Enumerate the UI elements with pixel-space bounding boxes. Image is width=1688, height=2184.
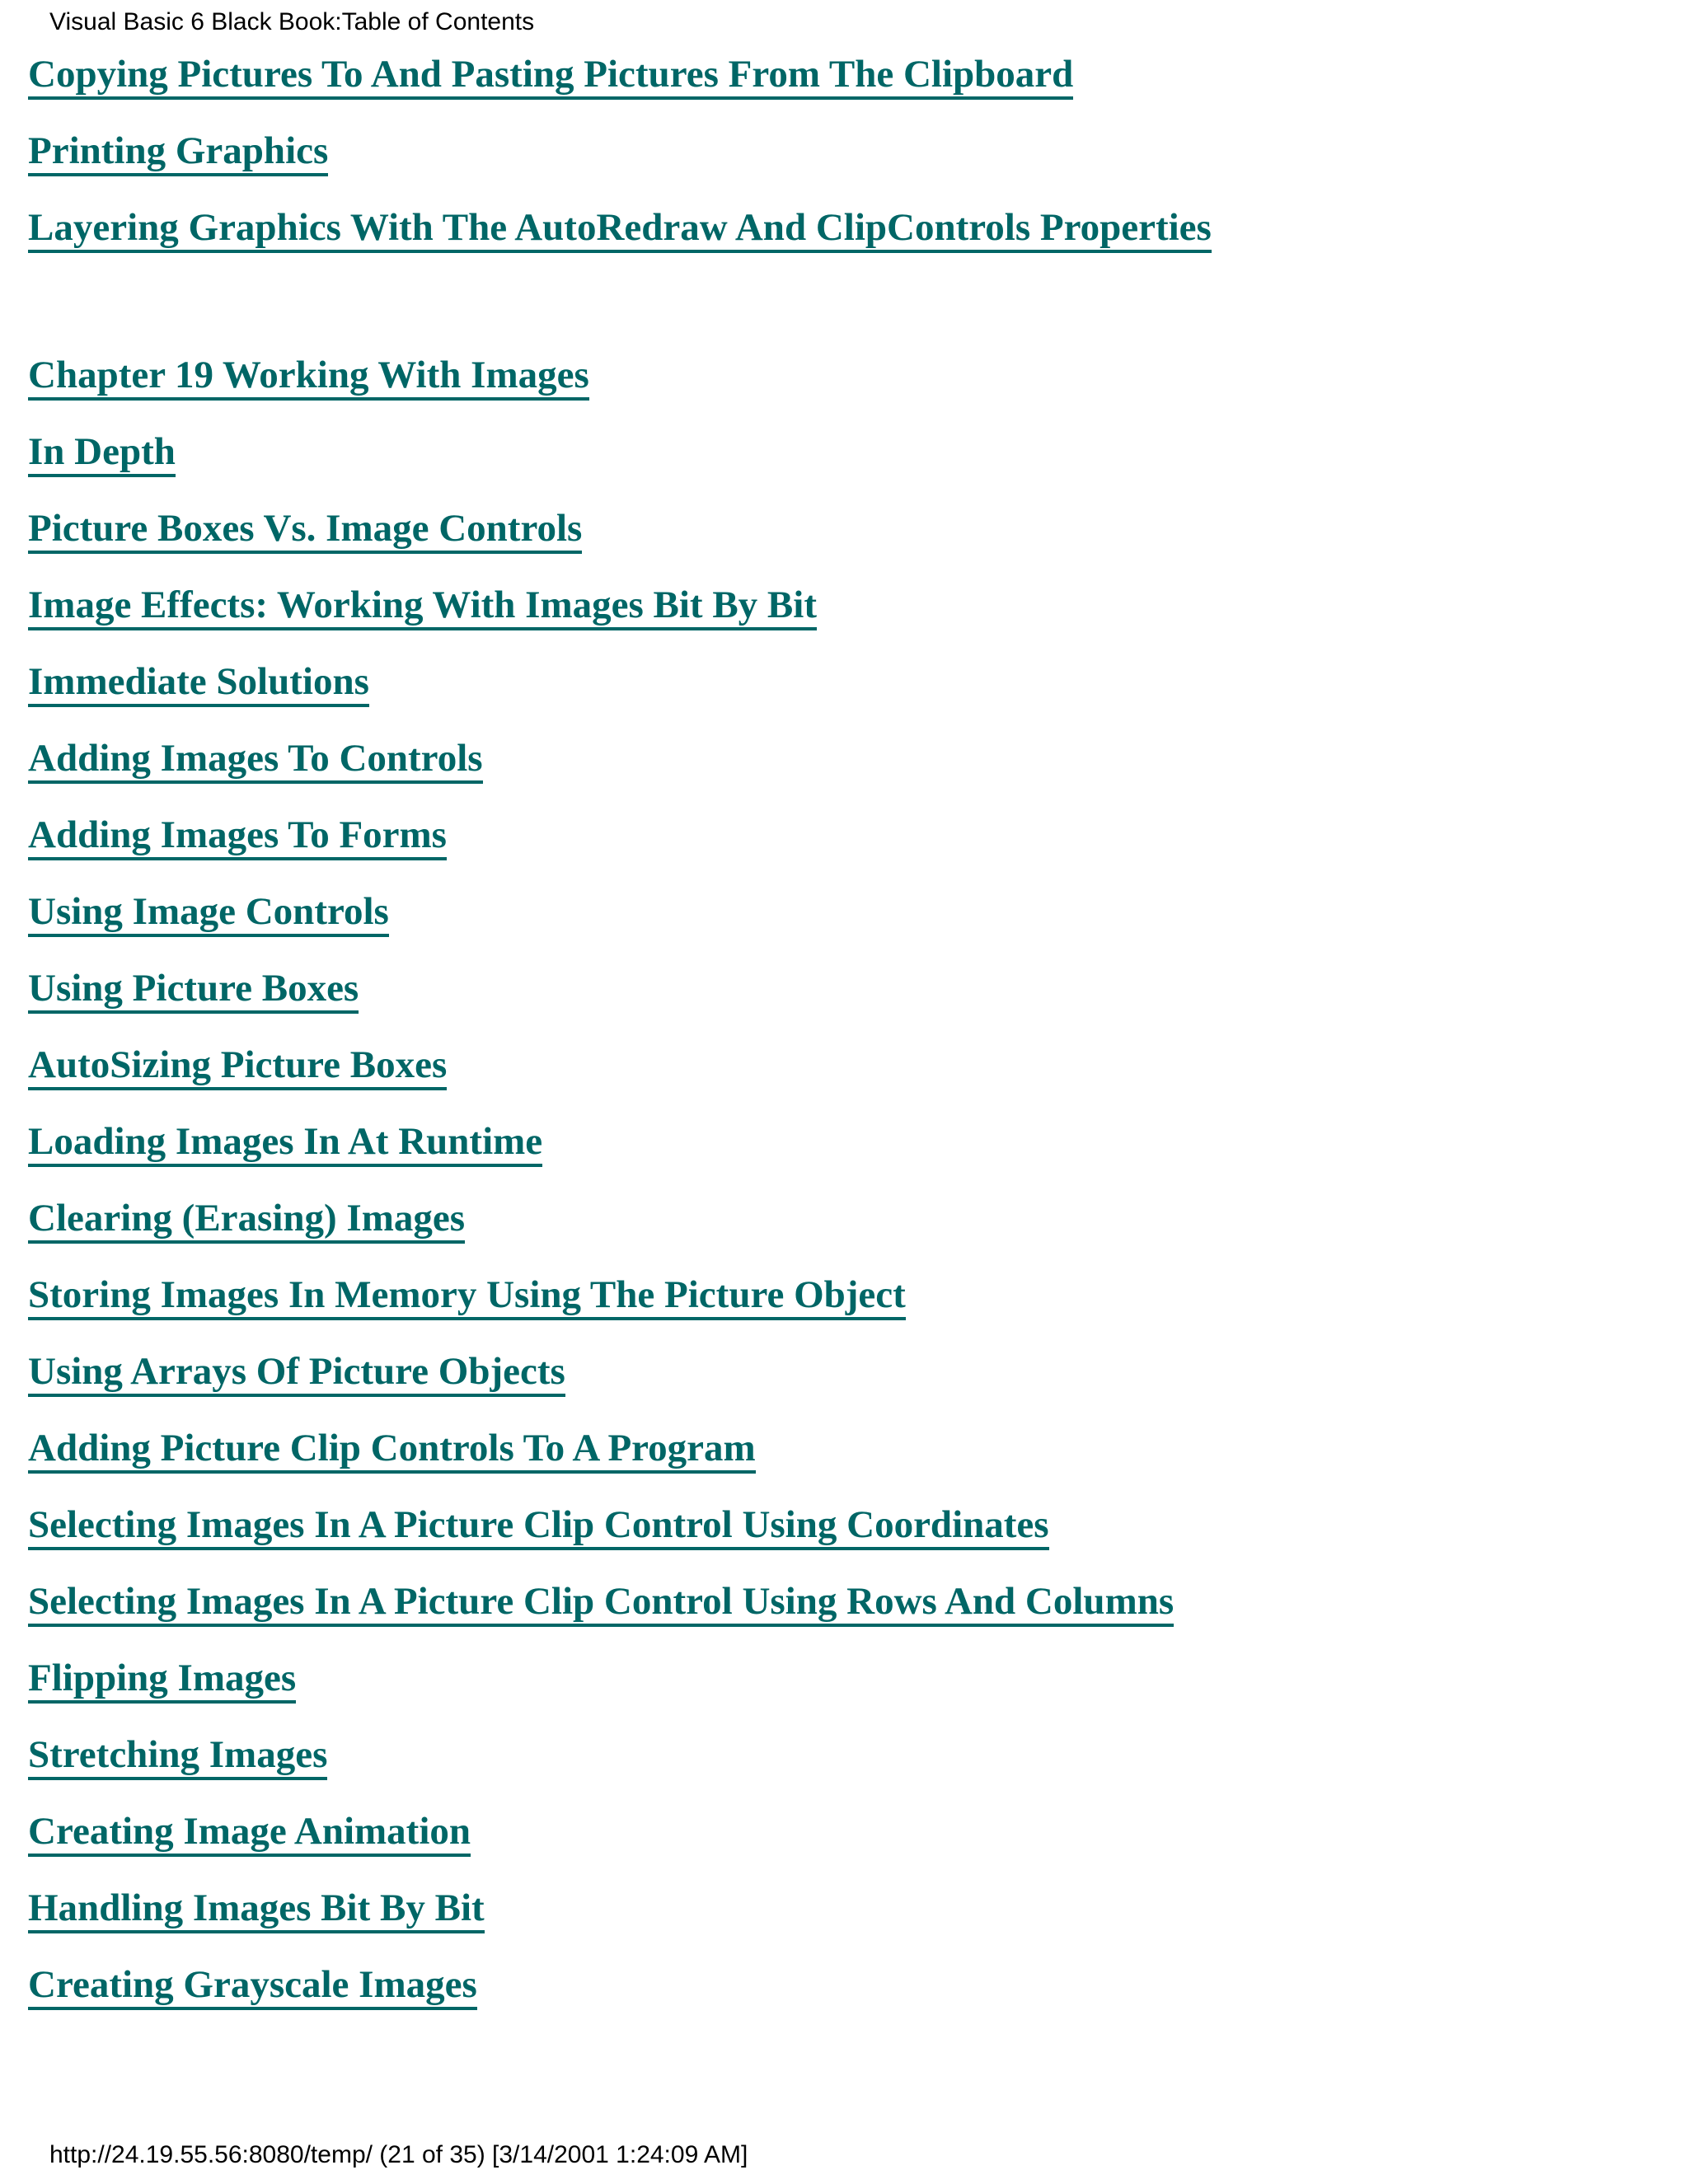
toc-link-label[interactable]: Creating Image Animation [28, 1809, 471, 1857]
toc-link-copying-pictures-clipboard[interactable] [28, 51, 1660, 97]
toc-link-label[interactable]: Using Picture Boxes [28, 966, 359, 1014]
toc-link-in-depth[interactable] [28, 429, 1660, 475]
toc-link-label[interactable]: Stretching Images [28, 1732, 327, 1780]
toc-link-adding-images-to-forms[interactable] [28, 812, 1660, 858]
toc-link-label[interactable]: Loading Images In At Runtime [28, 1119, 542, 1167]
toc-link-label[interactable]: Copying Pictures To And Pasting Pictures From The Clipboard [28, 52, 1073, 100]
toc-link-image-effects[interactable] [28, 582, 1660, 628]
toc-link-picture-clip-coordinates[interactable] [28, 1502, 1660, 1548]
toc-link-using-image-controls[interactable] [28, 888, 1660, 935]
toc-link-printing-graphics[interactable] [28, 128, 1660, 174]
toc-link-label[interactable]: Adding Picture Clip Controls To A Program [28, 1426, 756, 1474]
toc-link-label[interactable]: Immediate Solutions [28, 659, 369, 707]
toc-link-label[interactable]: Adding Images To Forms [28, 813, 447, 860]
toc-link-label[interactable]: Chapter 19 Working With Images [28, 353, 589, 401]
toc-link-label[interactable]: Flipping Images [28, 1656, 296, 1704]
page-footer-url: http://24.19.55.56:8080/temp/ (21 of 35) [3/14/2001 1:24:09 AM] [49, 2141, 748, 2168]
toc-link-autosizing-picture-boxes[interactable] [28, 1042, 1660, 1088]
toc-link-label[interactable]: Image Effects: Working With Images Bit By Bit [28, 583, 817, 630]
toc-link-handling-images-bit-by-bit[interactable] [28, 1885, 1660, 1931]
toc-link-label[interactable]: Clearing (Erasing) Images [28, 1196, 465, 1244]
toc-link-label[interactable]: Adding Images To Controls [28, 736, 483, 784]
toc-link-creating-image-animation[interactable] [28, 1808, 1660, 1854]
toc-link-label[interactable]: In Depth [28, 429, 176, 477]
table-of-contents [28, 51, 1660, 2038]
toc-link-clearing-images[interactable] [28, 1195, 1660, 1241]
toc-link-label[interactable]: Creating Grayscale Images [28, 1962, 477, 2010]
toc-link-picture-clip-rows-columns[interactable] [28, 1578, 1660, 1624]
toc-link-chapter-19[interactable] [28, 352, 1660, 398]
toc-link-stretching-images[interactable] [28, 1732, 1660, 1778]
toc-link-using-picture-boxes[interactable] [28, 965, 1660, 1011]
toc-link-storing-images-picture-object[interactable] [28, 1272, 1660, 1318]
page-header-title: Visual Basic 6 Black Book:Table of Contents [49, 8, 535, 35]
section-spacer [28, 281, 1660, 352]
toc-link-label[interactable]: Layering Graphics With The AutoRedraw And ClipControls Properties [28, 205, 1212, 253]
toc-link-immediate-solutions[interactable] [28, 658, 1660, 705]
toc-link-label[interactable]: Storing Images In Memory Using The Picture Object [28, 1272, 906, 1320]
toc-link-loading-images-runtime[interactable] [28, 1118, 1660, 1165]
toc-link-label[interactable]: Using Image Controls [28, 889, 389, 937]
toc-link-arrays-of-picture-objects[interactable] [28, 1348, 1660, 1394]
toc-link-label[interactable]: AutoSizing Picture Boxes [28, 1043, 447, 1090]
toc-link-label[interactable]: Picture Boxes Vs. Image Controls [28, 506, 582, 554]
toc-link-label[interactable]: Selecting Images In A Picture Clip Control Using Rows And Columns [28, 1579, 1174, 1627]
toc-link-label[interactable]: Printing Graphics [28, 129, 328, 176]
toc-link-label[interactable]: Selecting Images In A Picture Clip Control Using Coordinates [28, 1502, 1049, 1550]
toc-link-label[interactable]: Handling Images Bit By Bit [28, 1886, 485, 1933]
toc-link-picture-boxes-vs-image-controls[interactable] [28, 505, 1660, 551]
toc-link-adding-images-to-controls[interactable] [28, 735, 1660, 781]
toc-link-adding-picture-clip-controls[interactable] [28, 1425, 1660, 1471]
toc-link-flipping-images[interactable] [28, 1655, 1660, 1701]
toc-link-layering-graphics[interactable] [28, 204, 1660, 251]
toc-link-label[interactable]: Using Arrays Of Picture Objects [28, 1349, 565, 1397]
toc-link-creating-grayscale-images[interactable] [28, 1961, 1660, 2008]
